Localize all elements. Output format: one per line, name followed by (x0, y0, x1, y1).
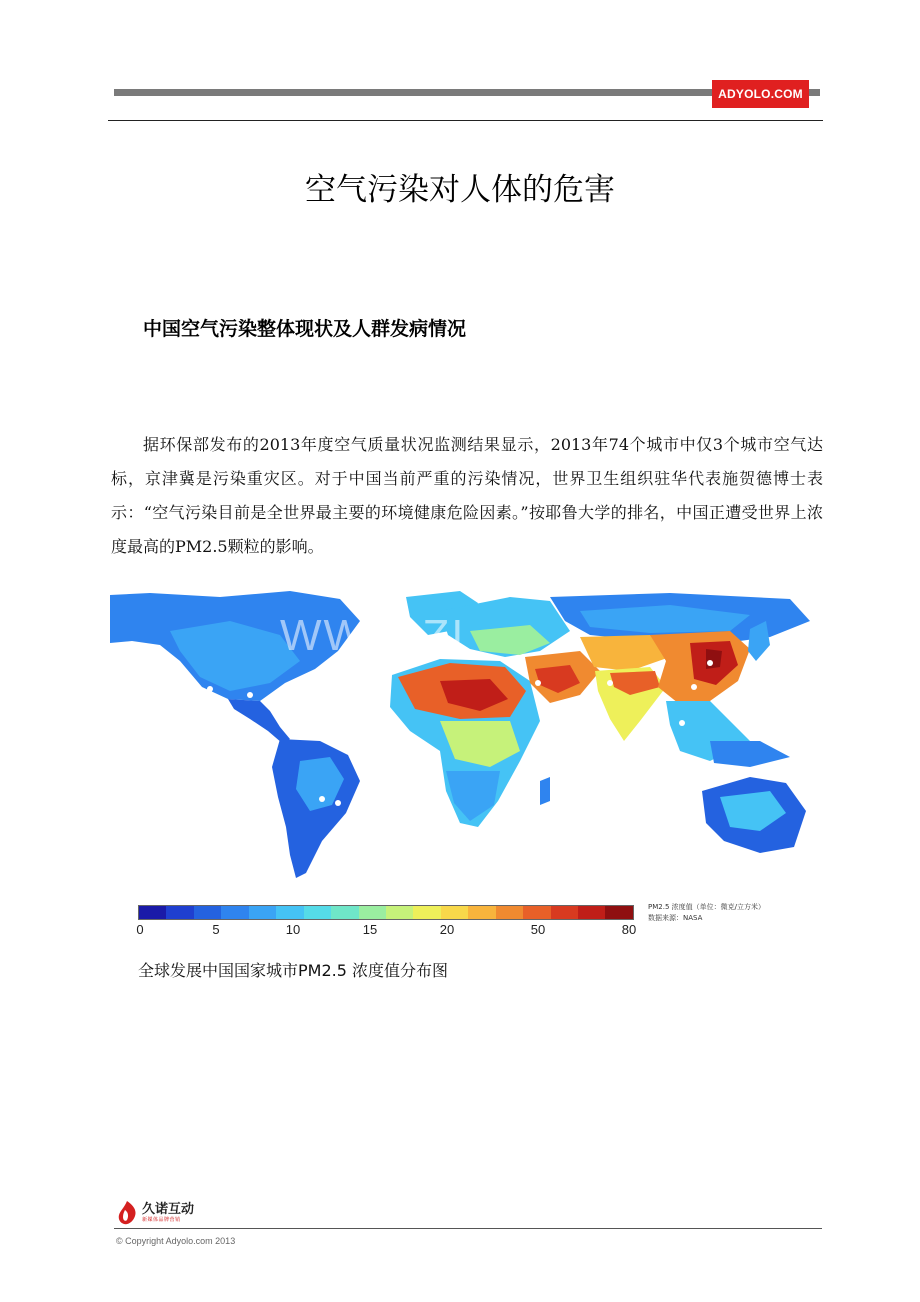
color-scale-segment (166, 906, 193, 919)
legend-note (648, 902, 765, 924)
footer-rule (114, 1228, 822, 1229)
legend-source-label: 数据来源：NASA (648, 914, 703, 922)
figure-caption: 全球发展中国国家城市PM2.5 浓度值分布图 (138, 961, 448, 980)
legend-tick: 10 (285, 922, 301, 937)
header-rule (108, 120, 823, 121)
section-heading: 中国空气污染整体现状及人群发病情况 (143, 318, 467, 340)
pm25-color-scale (138, 905, 634, 920)
madagascar (540, 777, 550, 805)
color-scale-segment (304, 906, 331, 919)
color-scale-segment (551, 906, 578, 919)
color-scale-segment (249, 906, 276, 919)
legend-tick: 50 (530, 922, 546, 937)
page-title: 空气污染对人体的危害 (305, 172, 615, 208)
legend-tick: 80 (621, 922, 637, 937)
color-scale-segment (578, 906, 605, 919)
legend-tick: 0 (136, 922, 144, 937)
footer-logo[interactable] (116, 1200, 194, 1226)
brand-badge[interactable]: ADYOLO.COM (712, 80, 809, 108)
logo-name: 久诺互动 (142, 1202, 195, 1217)
legend-tick: 5 (212, 922, 220, 937)
color-scale-segment (221, 906, 248, 919)
color-scale-segment (139, 906, 166, 919)
color-scale-segment (605, 906, 632, 919)
color-scale-segment (194, 906, 221, 919)
color-scale-segment (413, 906, 440, 919)
color-scale-segment (441, 906, 468, 919)
color-scale-segment (386, 906, 413, 919)
color-scale-segment (359, 906, 386, 919)
color-scale-segment (276, 906, 303, 919)
color-scale-segment (468, 906, 495, 919)
color-scale-segment (331, 906, 358, 919)
legend-ticks (0, 922, 920, 942)
pm25-world-map (110, 591, 814, 878)
legend-tick: 15 (362, 922, 378, 937)
logo-icon (116, 1200, 138, 1226)
body-paragraph: 据环保部发布的2013年度空气质量状况监测结果显示，2013年74个城市中仅3个城市空气达标，京津冀是污染重灾区。对于中国当前严重的污染情况，世界卫生组织驻华代表施贺德博士表示：“空气污染目前是全世界最主要的环境健康危险因素。”按耶鲁大学的排名，中国正遭受世界上浓度最高的PM2.5颗粒的影响。 (111, 435, 823, 556)
logo-tagline: 新媒体品牌营销 (142, 1217, 181, 1223)
color-scale-segment (523, 906, 550, 919)
color-scale-segment (496, 906, 523, 919)
legend-tick: 20 (439, 922, 455, 937)
legend-unit-label: PM2.5 浓度值（单位：微克/立方米） (648, 903, 765, 911)
watermark-text: WWW.ZI (280, 611, 466, 660)
copyright-text: © Copyright Adyolo.com 2013 (116, 1236, 236, 1246)
